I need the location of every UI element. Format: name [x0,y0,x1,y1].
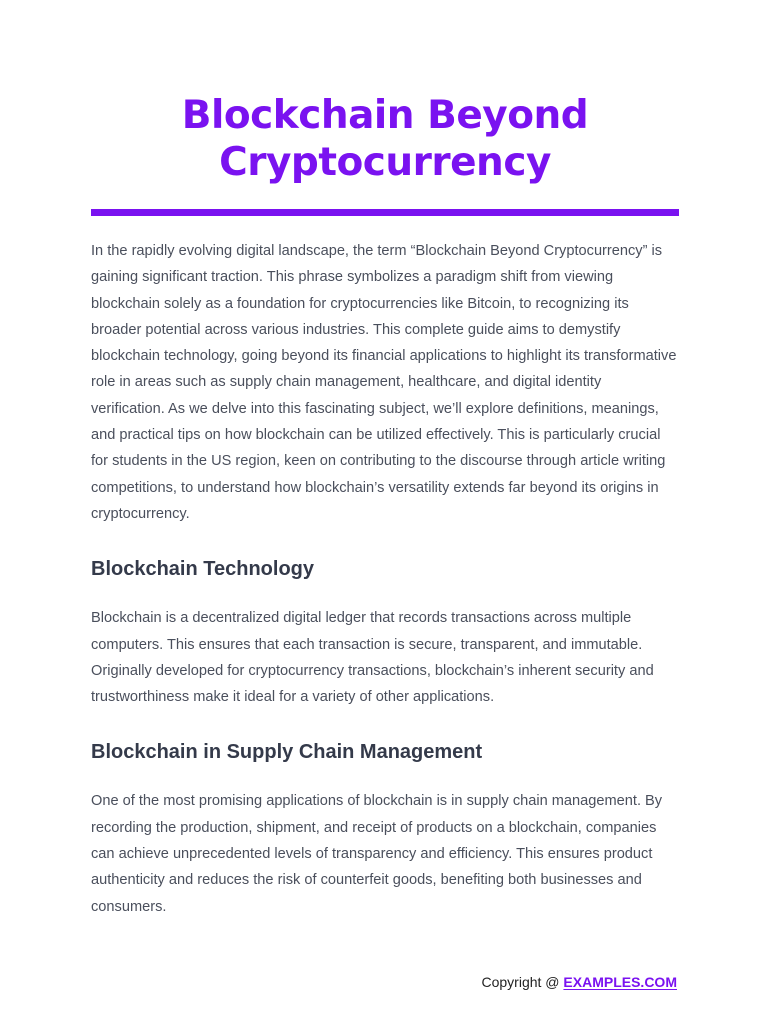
copyright-prefix: Copyright @ [481,974,564,990]
section-heading-blockchain-technology: Blockchain Technology [91,558,314,581]
copyright-footer [482,972,678,992]
section-heading-supply-chain: Blockchain in Supply Chain Management [91,741,483,764]
document-page [91,92,679,920]
section-body-blockchain-technology: Blockchain is a decentralized digital ledger that records transactions across multiple computers. This ensures that each transaction is secure, transparent, and immutable. Originally developed for cryptocurrency transactions, blockchain’s inherent security and trustworthiness make it ideal for a variety of other applications. [91,610,654,706]
examples-com-link[interactable]: EXAMPLES.COM [563,974,677,990]
section-body-supply-chain: One of the most promising applications of blockchain is in supply chain management. By recording the production, shipment, and receipt of products on a blockchain, companies can achieve unprecedented levels of transparency and efficiency. This ensures product authenticity and reduces the risk of counterfeit goods, benefiting both businesses and consumers. [91,793,663,915]
intro-paragraph: In the rapidly evolving digital landscape, the term “Blockchain Beyond Cryptocurrency” is gaining significant traction. This phrase symbolizes a paradigm shift from viewing blockchain solely as a foundation for cryptocurrencies like Bitcoin, to recognizing its broader potential across various industries. This complete guide aims to demystify blockchain technology, going beyond its financial applications to highlight its transformative role in areas such as supply chain management, healthcare, and digital identity verification. As we delve into this fascinating subject, we’ll explore definitions, meanings, and practical tips on how blockchain can be utilized effectively. This is particularly crucial for students in the US region, keen on contributing to the discourse through article writing competitions, to understand how blockchain’s versatility extends far beyond its origins in cryptocurrency. [91,243,677,522]
title-divider [91,209,679,216]
document-title: Blockchain Beyond Cryptocurrency [181,93,589,185]
